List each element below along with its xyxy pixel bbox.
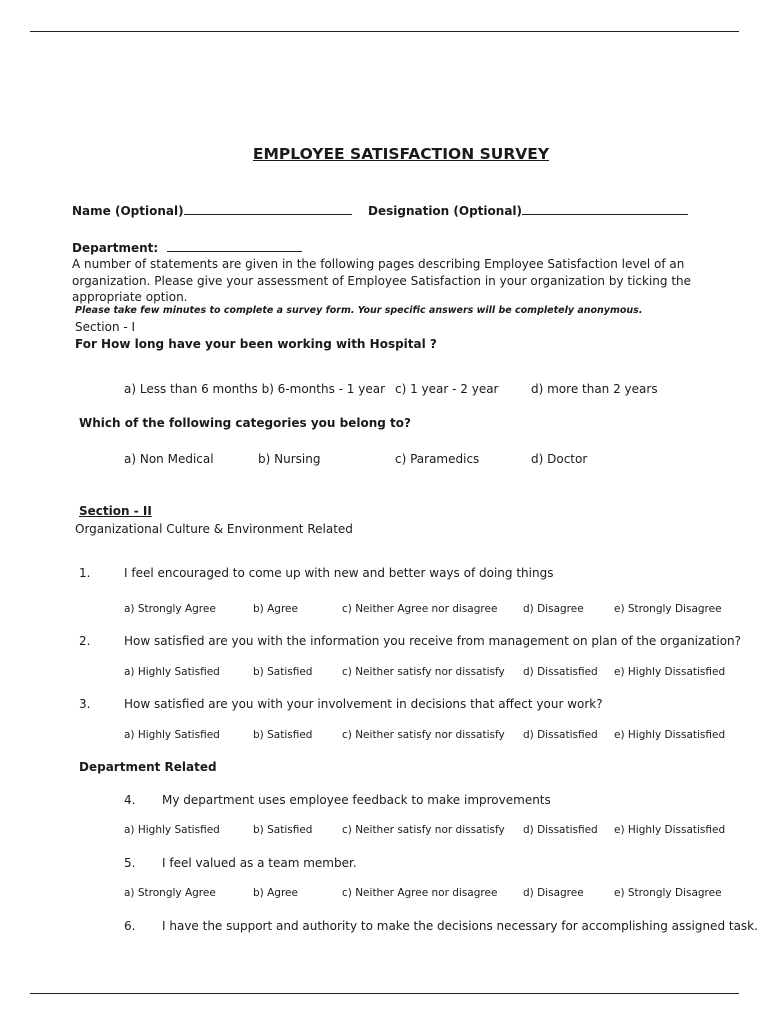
item-3-option-e[interactable]: e) Highly Dissatisfied [614,729,726,741]
item-5-number: 5. [124,856,136,870]
anonymity-note: Please take few minutes to complete a survey form. Your specific answers will be completely anonymous. [75,305,643,316]
item-3-text: How satisfied are you with your involvement in decisions that affect your work? [124,697,603,711]
item-3-option-b[interactable]: b) Satisfied [253,729,313,741]
item-6-number: 6. [124,919,136,933]
item-4-option-e[interactable]: e) Highly Dissatisfied [614,824,726,836]
page-title: EMPLOYEE SATISFACTION SURVEY [252,145,550,163]
item-1-text: I feel encouraged to come up with new and better ways of doing things [124,566,554,580]
item-2-option-a[interactable]: a) Highly Satisfied [124,666,220,678]
option-category-d[interactable]: d) Doctor [531,452,588,466]
department-field [72,239,302,255]
item-1-option-d[interactable]: d) Disagree [523,603,584,615]
question-category: Which of the following categories you belong to? [79,416,411,430]
option-category-b[interactable]: b) Nursing [258,452,321,466]
item-2-number: 2. [79,634,91,648]
item-5-option-d[interactable]: d) Disagree [523,887,584,899]
department-blank-line[interactable] [167,239,302,252]
name-label: Name (Optional) [72,204,184,218]
bottom-rule [30,993,739,994]
department-related-heading: Department Related [79,760,217,774]
item-1-option-e[interactable]: e) Strongly Disagree [614,603,722,615]
option-category-c[interactable]: c) Paramedics [395,452,480,466]
item-4-option-c[interactable]: c) Neither satisfy nor dissatisfy [342,824,505,836]
item-3-option-c[interactable]: c) Neither satisfy nor dissatisfy [342,729,505,741]
name-field [72,202,352,218]
designation-blank-line[interactable] [522,202,688,215]
item-1-option-a[interactable]: a) Strongly Agree [124,603,216,615]
item-4-option-d[interactable]: d) Dissatisfied [523,824,598,836]
item-2-option-d[interactable]: d) Dissatisfied [523,666,598,678]
item-2-option-b[interactable]: b) Satisfied [253,666,313,678]
item-2-option-e[interactable]: e) Highly Dissatisfied [614,666,726,678]
item-6-text: I have the support and authority to make the decisions necessary for accomplishing assigned task. [162,919,758,933]
item-4-text: My department uses employee feedback to make improvements [162,793,551,807]
item-4-option-b[interactable]: b) Satisfied [253,824,313,836]
section-1-heading: Section - I [75,320,136,334]
item-2-text: How satisfied are you with the information you receive from management on plan of the organization? [124,634,742,648]
option-tenure-c[interactable]: c) 1 year - 2 year [395,382,499,396]
item-3-option-d[interactable]: d) Dissatisfied [523,729,598,741]
item-5-option-c[interactable]: c) Neither Agree nor disagree [342,887,498,899]
item-5-option-a[interactable]: a) Strongly Agree [124,887,216,899]
item-1-option-c[interactable]: c) Neither Agree nor disagree [342,603,498,615]
item-1-number: 1. [79,566,91,580]
designation-field [368,202,688,218]
item-3-option-a[interactable]: a) Highly Satisfied [124,729,220,741]
section-2-subheading: Organizational Culture & Environment Related [75,522,353,536]
section-2-heading: Section - II [79,504,152,518]
item-5-text: I feel valued as a team member. [162,856,357,870]
item-4-number: 4. [124,793,136,807]
option-tenure-ab[interactable]: a) Less than 6 months b) 6-months - 1 year [124,382,386,396]
top-rule [30,31,739,32]
item-5-option-e[interactable]: e) Strongly Disagree [614,887,722,899]
designation-label: Designation (Optional) [368,204,523,218]
intro-paragraph: A number of statements are given in the following pages describing Employee Satisfaction level of an organization. Please give your assessment of Employee Satisfaction in your organization by ticking the appropriate option. [72,257,692,304]
item-5-option-b[interactable]: b) Agree [253,887,298,899]
item-2-option-c[interactable]: c) Neither satisfy nor dissatisfy [342,666,505,678]
option-tenure-d[interactable]: d) more than 2 years [531,382,658,396]
department-label: Department: [72,241,159,255]
item-1-option-b[interactable]: b) Agree [253,603,298,615]
item-3-number: 3. [79,697,91,711]
name-blank-line[interactable] [184,202,352,215]
item-4-option-a[interactable]: a) Highly Satisfied [124,824,220,836]
question-tenure: For How long have your been working with Hospital ? [75,337,437,351]
option-category-a[interactable]: a) Non Medical [124,452,214,466]
